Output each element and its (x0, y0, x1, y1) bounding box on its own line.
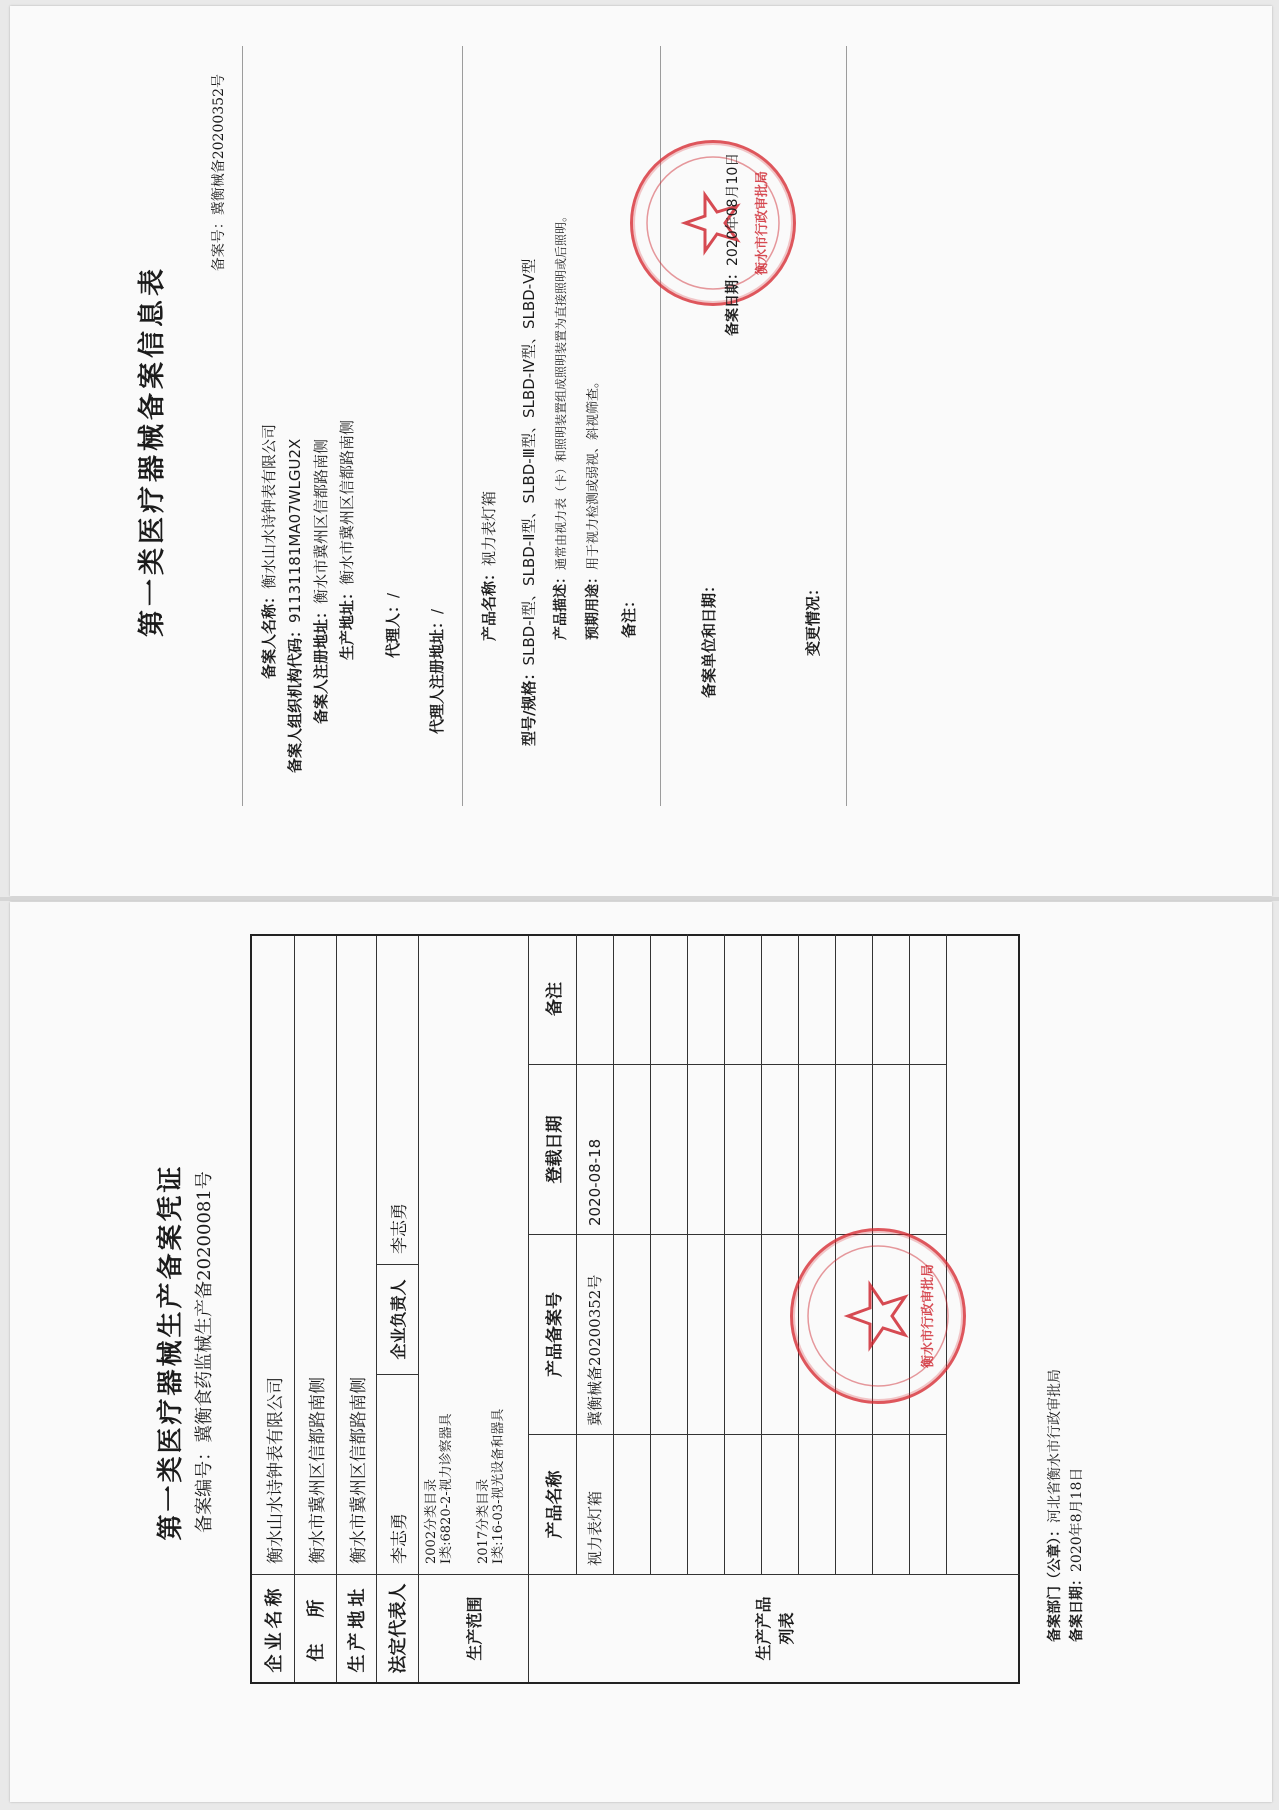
field-remarks (618, 593, 639, 638)
field-label: 备案人名称： (260, 588, 278, 679)
field-filing-unit-date (698, 578, 719, 698)
product-cell (613, 1434, 650, 1574)
certificate-title: 第一类医疗器械生产备案凭证 (156, 1163, 186, 1541)
field-filer-name (258, 424, 279, 679)
product-cell: 冀衡械备20200352号 (576, 1234, 613, 1434)
product-cell (761, 1434, 798, 1574)
field-label: 备案人组织机构代码： (286, 622, 304, 773)
field-label: 型号/规格： (520, 665, 538, 746)
product-cell (909, 934, 946, 1064)
field-org-code (284, 439, 305, 773)
product-cell (613, 1234, 650, 1434)
cert-dept-value: 河北省衡水市行政审批局 (1047, 1369, 1063, 1523)
product-cell: 视力表灯箱 (576, 1434, 613, 1574)
product-cell (872, 1064, 909, 1234)
panel-bottom-line (846, 46, 847, 806)
certificate-number-value: 冀衡食药监械生产备20200081号 (194, 1171, 215, 1443)
row-value: 衡水市冀州区信都路南侧 (348, 1377, 369, 1564)
product-cell (687, 934, 724, 1064)
seal-org-text: 衡水市行政审批局 (921, 1264, 936, 1369)
seal-org-text: 衡水市行政审批局 (755, 171, 770, 276)
product-row-empty (687, 934, 725, 1574)
field-value: / (384, 592, 402, 598)
field-agent-address (426, 609, 447, 734)
product-cell (650, 1434, 687, 1574)
product-row-empty (613, 934, 651, 1574)
record-number (208, 74, 228, 271)
field-agent (382, 593, 403, 658)
cert-dept-label: 备案部门（公章）： (1047, 1523, 1063, 1642)
field-value: 用于视力检测或弱视、斜视筛查。 (586, 374, 601, 570)
scope-line: 2017分类目录 (476, 1478, 491, 1564)
certificate-page (10, 902, 1272, 1802)
product-cell (576, 934, 613, 1064)
info-sheet-page (10, 6, 1272, 896)
product-cell (909, 1434, 946, 1574)
row-prod-address (336, 936, 377, 1682)
product-cell (872, 1434, 909, 1574)
product-cell (798, 934, 835, 1064)
scope-content (418, 934, 528, 1574)
product-header-cell: 备注 (544, 982, 565, 1016)
scope-line: Ⅰ类:16-03-视光设备和器具 (491, 1408, 506, 1564)
product-cell (909, 1064, 946, 1234)
product-cell (613, 1064, 650, 1234)
scope-line: 2002分类目录 (424, 1478, 439, 1564)
product-cell (687, 1434, 724, 1574)
product-row (576, 934, 614, 1574)
info-sheet-rotated-frame (10, 6, 1272, 896)
field-label: 变更情况： (804, 580, 822, 656)
field-label: 预期用途： (585, 570, 601, 640)
certificate-number-label: 备案编号： (194, 1442, 215, 1533)
product-cell (724, 934, 761, 1064)
product-cell (798, 1064, 835, 1234)
product-cell (687, 1234, 724, 1434)
row-legal-rep (376, 936, 419, 1682)
product-cell (761, 1064, 798, 1234)
product-row-empty (724, 934, 762, 1574)
field-product-name (478, 491, 499, 641)
product-cell (835, 1434, 872, 1574)
certificate-number (190, 902, 216, 1802)
product-cell (872, 934, 909, 1064)
row-scope (418, 936, 529, 1682)
product-cell (687, 1064, 724, 1234)
official-seal-top (630, 140, 796, 306)
filing-date-value: 2020年08月10日 (725, 152, 741, 266)
product-header-row (528, 934, 577, 1574)
row-label: 生产地址 (336, 1574, 376, 1682)
panel-divider-line (462, 46, 463, 806)
field-value: 91131181MA07WLGU2X (286, 438, 304, 623)
product-cell (798, 1434, 835, 1574)
official-seal-bottom (790, 1228, 966, 1404)
field-value: 衡水市冀州区信都路南侧 (338, 419, 356, 585)
field-intended-use (582, 375, 602, 640)
product-cell (650, 1234, 687, 1434)
record-number-value: 冀衡械备20200352号 (211, 74, 227, 216)
cert-date-label: 备案日期： (1069, 1572, 1085, 1642)
row-value: 李志勇 (376, 1374, 418, 1574)
row-value: 衡水市冀州区信都路南侧 (307, 1377, 328, 1564)
info-sheet-title: 第一类医疗器械备案信息表 (137, 265, 168, 637)
field-product-desc (550, 210, 570, 640)
field-label: 备案单位和日期： (700, 577, 718, 698)
row-label: 住 所 (294, 1574, 336, 1682)
seal-star-icon (793, 1231, 963, 1401)
row-value: 衡水山水诗钟表有限公司 (265, 1377, 286, 1564)
product-cell (835, 934, 872, 1064)
product-cell (650, 1064, 687, 1234)
product-cell (724, 1064, 761, 1234)
filing-date-label: 备案日期： (725, 266, 741, 336)
product-header-cell: 产品名称 (528, 1434, 576, 1574)
product-cell (650, 934, 687, 1064)
cert-dept (1044, 1369, 1064, 1642)
field-model-spec (518, 259, 539, 746)
field-value: 视力表灯箱 (480, 490, 498, 566)
row-label: 生产范围 (418, 1574, 528, 1682)
product-cell (835, 1064, 872, 1234)
record-number-label: 备案号： (211, 215, 227, 272)
principal-value: 李志勇 (389, 1203, 410, 1254)
cert-date-value: 2020年8月18日 (1069, 1467, 1085, 1572)
product-cell (761, 934, 798, 1064)
product-cell (613, 934, 650, 1064)
field-label: 代理人注册地址： (428, 613, 446, 734)
field-value: / (428, 608, 446, 614)
field-value: 衡水市冀州区信都路南侧 (312, 438, 330, 604)
row-label: 企业名称 (252, 1574, 294, 1682)
field-value: SLBD-Ⅰ型、SLBD-Ⅱ型、SLBD-Ⅲ型、SLBD-Ⅳ型、SLBD-Ⅴ型 (520, 258, 538, 666)
row-label: 生产产品列表 (528, 1574, 1020, 1682)
field-value: 通常由视力表（卡）和照明装置组成照明装置为直接照明或后照明。 (554, 209, 568, 570)
product-header-cell: 产品备案号 (528, 1234, 576, 1434)
field-value: 衡水山水诗钟表有限公司 (260, 423, 278, 589)
cert-date (1066, 1468, 1086, 1642)
product-cell: 2020-08-18 (576, 1064, 613, 1234)
product-row-empty (650, 934, 688, 1574)
field-label: 生产地址： (338, 584, 356, 660)
certificate-rotated-frame (10, 902, 1272, 1802)
principal-label: 企业负责人 (376, 1264, 418, 1374)
product-header-cell: 登载日期 (528, 1064, 576, 1234)
field-reg-address (310, 439, 331, 724)
field-label: 产品名称： (480, 565, 498, 641)
row-company (252, 936, 295, 1682)
page-fold-divider (0, 897, 1279, 901)
field-change-status (802, 581, 823, 656)
panel-top-line (242, 46, 243, 806)
field-label: 备案人注册地址： (312, 603, 330, 724)
field-label: 备注： (620, 592, 638, 638)
field-label: 代理人： (384, 597, 402, 658)
filing-date (722, 153, 742, 336)
field-label: 产品描述： (553, 570, 569, 640)
product-cell (724, 1434, 761, 1574)
scope-line: Ⅰ类:6820-2-视力诊察器具 (439, 1413, 454, 1564)
row-label: 法定代表人 (376, 1574, 418, 1682)
field-prod-address (336, 420, 357, 660)
product-cell (724, 1234, 761, 1434)
row-address (294, 936, 337, 1682)
